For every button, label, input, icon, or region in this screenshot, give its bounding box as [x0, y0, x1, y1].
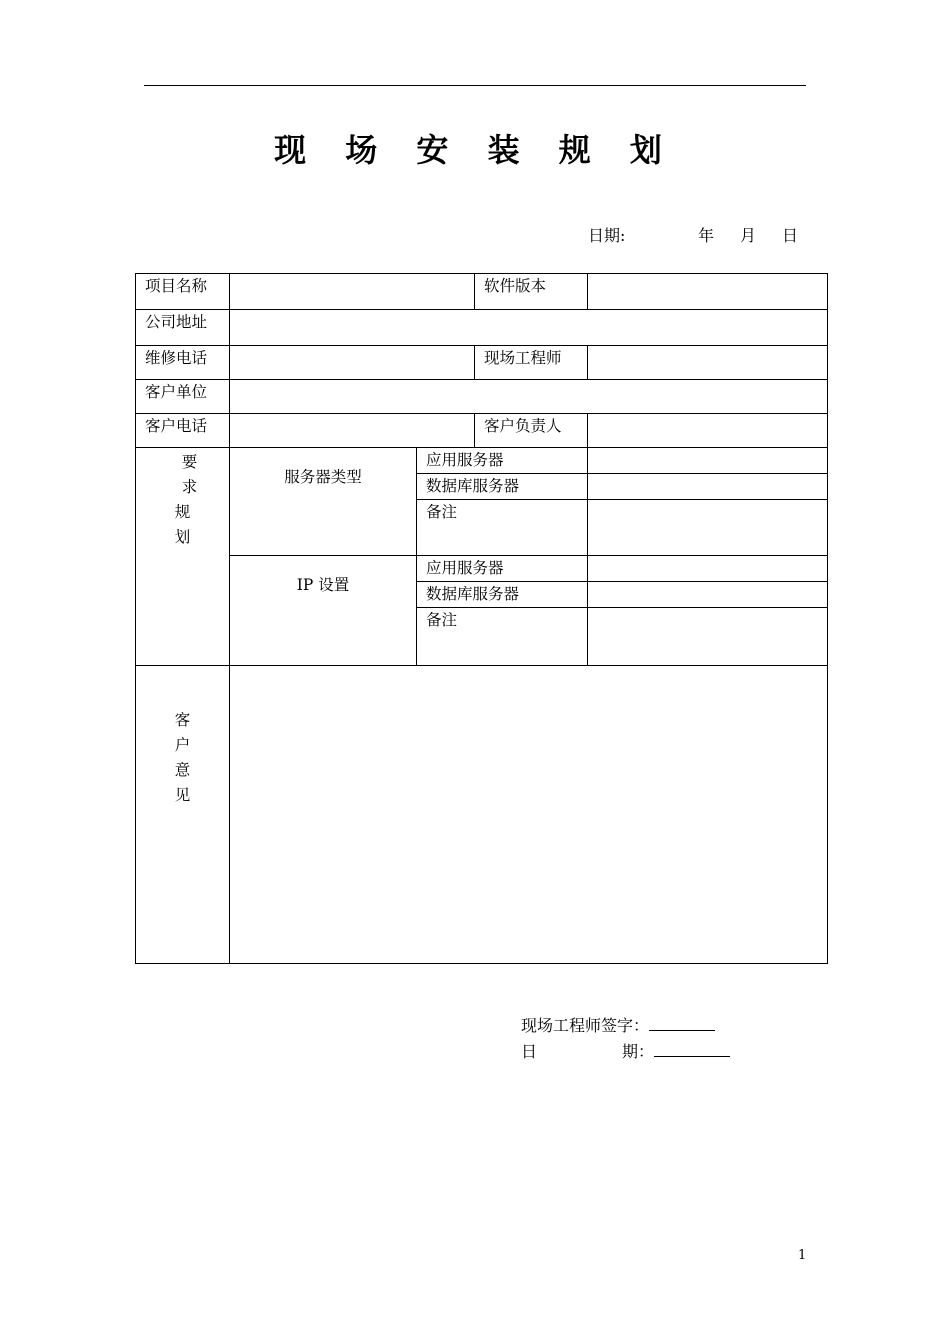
row-customer-phone — [136, 414, 828, 448]
customer-opinion-field[interactable] — [230, 666, 828, 964]
customer-contact-field[interactable] — [588, 414, 828, 448]
ip-remark-field[interactable] — [588, 608, 828, 666]
date-day: 日 — [782, 226, 799, 245]
onsite-engineer-label: 现场工程师 — [475, 346, 588, 380]
server-db-field[interactable] — [588, 474, 828, 500]
server-remark-label: 备注 — [417, 500, 588, 556]
software-version-field[interactable] — [588, 274, 828, 310]
header-rule — [144, 85, 806, 86]
engineer-signature-blank[interactable] — [649, 1016, 715, 1031]
date-year: 年 — [698, 226, 715, 245]
ip-db-label: 数据库服务器 — [417, 582, 588, 608]
row-customer-opinion — [136, 666, 828, 964]
customer-phone-field[interactable] — [230, 414, 475, 448]
onsite-engineer-field[interactable] — [588, 346, 828, 380]
server-type-label: 服务器类型 — [230, 448, 417, 556]
date-month: 月 — [740, 226, 757, 245]
project-name-label: 项目名称 — [136, 274, 230, 310]
ip-remark-label: 备注 — [417, 608, 588, 666]
customer-contact-label: 客户负责人 — [475, 414, 588, 448]
repair-phone-field[interactable] — [230, 346, 475, 380]
page-number: 1 — [798, 1248, 807, 1263]
signature-date-blank[interactable] — [654, 1042, 730, 1057]
ip-settings-label: IP 设置 — [230, 556, 417, 666]
ip-app-label: 应用服务器 — [417, 556, 588, 582]
engineer-signature-label: 现场工程师签字： — [521, 1016, 650, 1035]
row-server-app — [136, 448, 828, 474]
project-name-field[interactable] — [230, 274, 475, 310]
installation-form — [135, 273, 828, 964]
customer-unit-label: 客户单位 — [136, 380, 230, 414]
requirement-planning-label: 要 求 规 划 — [136, 448, 230, 666]
server-app-field[interactable] — [588, 448, 828, 474]
engineer-signature — [521, 1016, 715, 1036]
server-remark-field[interactable] — [588, 500, 828, 556]
row-address — [136, 310, 828, 346]
signature-date — [622, 1042, 730, 1062]
repair-phone-label: 维修电话 — [136, 346, 230, 380]
customer-phone-label: 客户电话 — [136, 414, 230, 448]
row-customer-unit — [136, 380, 828, 414]
software-version-label: 软件版本 — [475, 274, 588, 310]
signature-date-label-right: 期： — [622, 1042, 655, 1061]
company-address-field[interactable] — [230, 310, 828, 346]
customer-opinion-label: 客 户 意 见 — [136, 666, 230, 964]
page-title: 现 场 安 装 规 划 — [274, 131, 676, 169]
company-address-label: 公司地址 — [136, 310, 230, 346]
row-ip-app — [136, 556, 828, 582]
server-app-label: 应用服务器 — [417, 448, 588, 474]
row-repair — [136, 346, 828, 380]
signature-date-label-left: 日 — [521, 1042, 538, 1061]
date-label: 日期: — [588, 226, 626, 245]
row-project — [136, 274, 828, 310]
ip-app-field[interactable] — [588, 556, 828, 582]
customer-unit-field[interactable] — [230, 380, 828, 414]
server-db-label: 数据库服务器 — [417, 474, 588, 500]
ip-db-field[interactable] — [588, 582, 828, 608]
